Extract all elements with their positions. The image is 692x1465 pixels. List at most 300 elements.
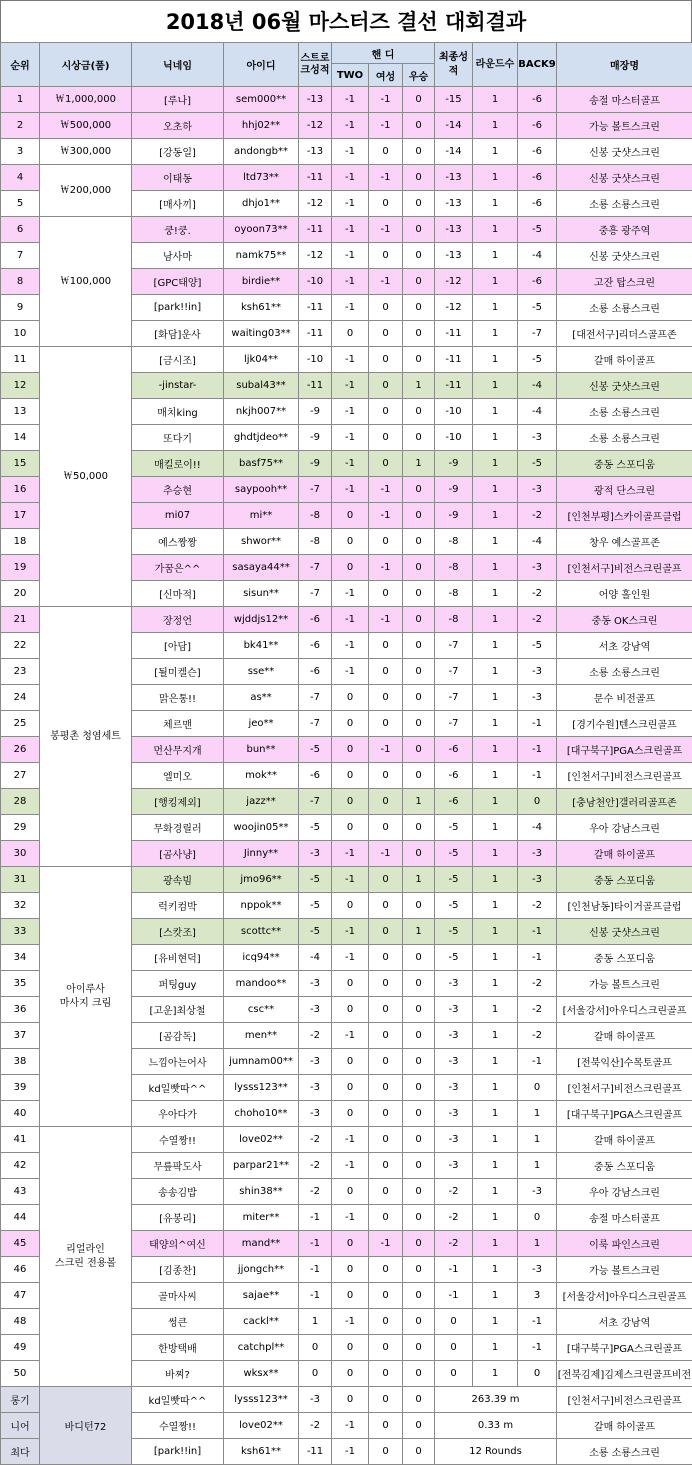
winner-cell: 0 bbox=[403, 737, 435, 763]
id-cell: shin38** bbox=[224, 1179, 299, 1205]
two-cell: 0 bbox=[332, 685, 369, 711]
id-cell: mandoo** bbox=[224, 971, 299, 997]
store-cell: [대구북구]PGA스크린골프 bbox=[557, 1101, 692, 1127]
rank-cell: 36 bbox=[1, 997, 40, 1023]
back9-cell: -3 bbox=[518, 1257, 557, 1283]
final-cell: -3 bbox=[435, 1101, 473, 1127]
id-cell: oyoon73** bbox=[224, 217, 299, 243]
final-cell: -7 bbox=[435, 633, 473, 659]
id-cell: sajae** bbox=[224, 1283, 299, 1309]
store-cell: 중흥 광주역 bbox=[557, 217, 692, 243]
store-cell: [서울강서]아우디스크린골프 bbox=[557, 1283, 692, 1309]
back9-cell: -2 bbox=[518, 607, 557, 633]
stroke-cell: -9 bbox=[299, 425, 332, 451]
winner-cell: 1 bbox=[403, 867, 435, 893]
final-cell: 0 bbox=[435, 1361, 473, 1387]
female-cell: 0 bbox=[369, 1153, 403, 1179]
nickname-cell: 우아다가 bbox=[132, 1101, 224, 1127]
final-cell: -8 bbox=[435, 529, 473, 555]
results-body bbox=[1, 87, 692, 1387]
nickname-cell: 장정언 bbox=[132, 607, 224, 633]
store-cell: [인천서구]비전스크린골프 bbox=[557, 1387, 692, 1413]
nickname-cell: 이태동 bbox=[132, 165, 224, 191]
stroke-cell: -12 bbox=[299, 243, 332, 269]
female-cell: 0 bbox=[369, 1023, 403, 1049]
female-cell: 0 bbox=[369, 971, 403, 997]
table-row bbox=[1, 113, 692, 139]
stroke-cell: -13 bbox=[299, 87, 332, 113]
winner-cell: 0 bbox=[403, 425, 435, 451]
rank-cell: 20 bbox=[1, 581, 40, 607]
final-cell: -9 bbox=[435, 477, 473, 503]
special-result-cell: 263.39 m bbox=[435, 1387, 557, 1413]
winner-cell: 0 bbox=[403, 1231, 435, 1257]
winner-cell: 0 bbox=[403, 607, 435, 633]
female-cell: -1 bbox=[369, 607, 403, 633]
nickname-cell: 무화경릴러 bbox=[132, 815, 224, 841]
id-cell: csc** bbox=[224, 997, 299, 1023]
prize-cell: ￦1,000,000 bbox=[40, 87, 132, 113]
stroke-cell: -6 bbox=[299, 607, 332, 633]
store-cell: [대구북구]PGA스크린골프 bbox=[557, 737, 692, 763]
prize-cell: 아이루사 마사지 크림 bbox=[40, 867, 132, 1127]
winner-cell: 0 bbox=[403, 217, 435, 243]
stroke-cell: -5 bbox=[299, 893, 332, 919]
rounds-cell: 1 bbox=[473, 841, 518, 867]
rounds-cell: 1 bbox=[473, 347, 518, 373]
store-cell: [인천부평]스카이골프클럽 bbox=[557, 503, 692, 529]
two-cell: 0 bbox=[332, 815, 369, 841]
female-cell: -1 bbox=[369, 269, 403, 295]
nickname-cell: 남사마 bbox=[132, 243, 224, 269]
female-cell: -1 bbox=[369, 841, 403, 867]
store-cell: [서울강서]아우디스크린골프 bbox=[557, 997, 692, 1023]
id-cell: cackl** bbox=[224, 1309, 299, 1335]
back9-cell: -2 bbox=[518, 581, 557, 607]
two-cell: -1 bbox=[332, 373, 369, 399]
stroke-cell: -6 bbox=[299, 763, 332, 789]
rank-cell: 35 bbox=[1, 971, 40, 997]
final-cell: -14 bbox=[435, 139, 473, 165]
winner-cell: 0 bbox=[403, 711, 435, 737]
two-cell: -1 bbox=[332, 919, 369, 945]
two-cell: -1 bbox=[332, 1023, 369, 1049]
nickname-cell: 골마사씨 bbox=[132, 1283, 224, 1309]
final-cell: -13 bbox=[435, 165, 473, 191]
back9-cell: 1 bbox=[518, 1153, 557, 1179]
rounds-cell: 1 bbox=[473, 971, 518, 997]
nickname-cell: [park!!in] bbox=[132, 295, 224, 321]
nickname-cell: 태양의^여신 bbox=[132, 1231, 224, 1257]
table-row bbox=[1, 139, 692, 165]
back9-cell: -5 bbox=[518, 347, 557, 373]
prize-cell: ￦200,000 bbox=[40, 165, 132, 217]
store-cell: 갈매 하이골프 bbox=[557, 841, 692, 867]
rank-cell: 10 bbox=[1, 321, 40, 347]
rank-cell: 49 bbox=[1, 1335, 40, 1361]
back9-cell: -3 bbox=[518, 1179, 557, 1205]
stroke-cell: -7 bbox=[299, 789, 332, 815]
final-cell: -13 bbox=[435, 243, 473, 269]
store-cell: 송절 마스터골프 bbox=[557, 1205, 692, 1231]
stroke-cell: -3 bbox=[299, 997, 332, 1023]
two-cell: -1 bbox=[332, 1413, 369, 1439]
female-cell: -1 bbox=[369, 87, 403, 113]
rounds-cell: 1 bbox=[473, 113, 518, 139]
female-cell: 0 bbox=[369, 1101, 403, 1127]
stroke-cell: -1 bbox=[299, 1257, 332, 1283]
page-title: 2018년 06월 마스터즈 결선 대회결과 bbox=[0, 0, 692, 42]
two-cell: -1 bbox=[332, 867, 369, 893]
store-cell: 갈매 하이골프 bbox=[557, 1023, 692, 1049]
two-cell: -1 bbox=[332, 1309, 369, 1335]
nickname-cell: [행킹제외] bbox=[132, 789, 224, 815]
store-cell: 가능 볼트스크린 bbox=[557, 1257, 692, 1283]
id-cell: sse** bbox=[224, 659, 299, 685]
two-cell: -1 bbox=[332, 191, 369, 217]
female-cell: 0 bbox=[369, 295, 403, 321]
female-cell: 0 bbox=[369, 191, 403, 217]
winner-cell: 0 bbox=[403, 503, 435, 529]
store-cell: 소룡 소룡스크린 bbox=[557, 659, 692, 685]
store-cell: 가능 볼트스크린 bbox=[557, 113, 692, 139]
two-cell: -1 bbox=[332, 295, 369, 321]
stroke-cell: -1 bbox=[299, 1283, 332, 1309]
final-cell: -9 bbox=[435, 451, 473, 477]
nickname-cell: [신마적] bbox=[132, 581, 224, 607]
winner-cell: 0 bbox=[403, 1101, 435, 1127]
winner-cell: 0 bbox=[403, 1023, 435, 1049]
final-cell: -3 bbox=[435, 1075, 473, 1101]
back9-cell: -1 bbox=[518, 919, 557, 945]
stroke-cell: -2 bbox=[299, 1153, 332, 1179]
two-cell: -1 bbox=[332, 217, 369, 243]
nickname-cell: -jinstar- bbox=[132, 373, 224, 399]
rounds-cell: 1 bbox=[473, 659, 518, 685]
female-cell: 0 bbox=[369, 945, 403, 971]
winner-cell: 0 bbox=[403, 1205, 435, 1231]
rank-cell: 14 bbox=[1, 425, 40, 451]
store-cell: 소룡 소룡스크린 bbox=[557, 1439, 692, 1465]
special-awards bbox=[1, 1387, 692, 1465]
winner-cell: 1 bbox=[403, 451, 435, 477]
store-cell: 소룡 소룡스크린 bbox=[557, 295, 692, 321]
winner-cell: 0 bbox=[403, 971, 435, 997]
stroke-cell: -3 bbox=[299, 971, 332, 997]
female-cell: 0 bbox=[369, 789, 403, 815]
final-cell: -7 bbox=[435, 659, 473, 685]
winner-cell: 0 bbox=[403, 1387, 435, 1413]
two-cell: -1 bbox=[332, 1439, 369, 1465]
stroke-cell: -7 bbox=[299, 581, 332, 607]
table-row bbox=[1, 607, 692, 633]
final-cell: -8 bbox=[435, 607, 473, 633]
final-cell: -13 bbox=[435, 217, 473, 243]
back9-cell: -2 bbox=[518, 893, 557, 919]
final-cell: 0 bbox=[435, 1335, 473, 1361]
nickname-cell: 럭키컴박 bbox=[132, 893, 224, 919]
stroke-cell: -11 bbox=[299, 321, 332, 347]
rank-cell: 39 bbox=[1, 1075, 40, 1101]
id-cell: hhj02** bbox=[224, 113, 299, 139]
store-cell: 신봉 굿샷스크린 bbox=[557, 139, 692, 165]
stroke-cell: -7 bbox=[299, 685, 332, 711]
winner-cell: 1 bbox=[403, 373, 435, 399]
final-cell: -2 bbox=[435, 1205, 473, 1231]
id-cell: love02** bbox=[224, 1127, 299, 1153]
two-cell: -1 bbox=[332, 139, 369, 165]
final-cell: -2 bbox=[435, 1179, 473, 1205]
rank-cell: 43 bbox=[1, 1179, 40, 1205]
winner-cell: 0 bbox=[403, 347, 435, 373]
nickname-cell: [아담] bbox=[132, 633, 224, 659]
nickname-cell: [park!!in] bbox=[132, 1439, 224, 1465]
final-cell: -10 bbox=[435, 399, 473, 425]
results-table bbox=[0, 42, 692, 1465]
store-cell: 신봉 굿샷스크린 bbox=[557, 243, 692, 269]
winner-cell: 0 bbox=[403, 841, 435, 867]
stroke-cell: 0 bbox=[299, 1335, 332, 1361]
back9-cell: 3 bbox=[518, 1283, 557, 1309]
id-cell: icq94** bbox=[224, 945, 299, 971]
rank-cell: 38 bbox=[1, 1049, 40, 1075]
back9-cell: -2 bbox=[518, 971, 557, 997]
stroke-cell: -4 bbox=[299, 945, 332, 971]
rounds-cell: 1 bbox=[473, 1101, 518, 1127]
final-cell: -3 bbox=[435, 971, 473, 997]
back9-cell: -4 bbox=[518, 243, 557, 269]
female-cell: 0 bbox=[369, 1127, 403, 1153]
table-row bbox=[1, 1127, 692, 1153]
id-cell: shwor** bbox=[224, 529, 299, 555]
rank-cell: 26 bbox=[1, 737, 40, 763]
back9-cell: -4 bbox=[518, 399, 557, 425]
winner-cell: 0 bbox=[403, 1257, 435, 1283]
header-nickname: 닉네임 bbox=[132, 43, 224, 87]
final-cell: -5 bbox=[435, 841, 473, 867]
winner-cell: 0 bbox=[403, 269, 435, 295]
stroke-cell: -9 bbox=[299, 451, 332, 477]
stroke-cell: -13 bbox=[299, 139, 332, 165]
winner-cell: 0 bbox=[403, 191, 435, 217]
id-cell: wksx** bbox=[224, 1361, 299, 1387]
rank-cell: 45 bbox=[1, 1231, 40, 1257]
two-cell: 0 bbox=[332, 1101, 369, 1127]
back9-cell: -6 bbox=[518, 165, 557, 191]
rounds-cell: 1 bbox=[473, 581, 518, 607]
female-cell: -1 bbox=[369, 165, 403, 191]
winner-cell: 0 bbox=[403, 165, 435, 191]
final-cell: -11 bbox=[435, 321, 473, 347]
two-cell: 0 bbox=[332, 971, 369, 997]
store-cell: 창우 예스골프존 bbox=[557, 529, 692, 555]
store-cell: 중동 스포디움 bbox=[557, 867, 692, 893]
back9-cell: -3 bbox=[518, 685, 557, 711]
store-cell: [대전서구]리더스골프존 bbox=[557, 321, 692, 347]
stroke-cell: -5 bbox=[299, 737, 332, 763]
nickname-cell: [금시조] bbox=[132, 347, 224, 373]
back9-cell: -1 bbox=[518, 737, 557, 763]
store-cell: 소룡 소룡스크린 bbox=[557, 399, 692, 425]
id-cell: bun** bbox=[224, 737, 299, 763]
final-cell: -6 bbox=[435, 737, 473, 763]
winner-cell: 0 bbox=[403, 1049, 435, 1075]
store-cell: 갈매 하이골프 bbox=[557, 1413, 692, 1439]
id-cell: lysss123** bbox=[224, 1075, 299, 1101]
final-cell: -13 bbox=[435, 191, 473, 217]
female-cell: 0 bbox=[369, 1309, 403, 1335]
stroke-cell: -6 bbox=[299, 659, 332, 685]
id-cell: woojin05** bbox=[224, 815, 299, 841]
back9-cell: -4 bbox=[518, 529, 557, 555]
nickname-cell: [유비현덕] bbox=[132, 945, 224, 971]
final-cell: -8 bbox=[435, 581, 473, 607]
table-row bbox=[1, 165, 692, 191]
store-cell: 서초 강남역 bbox=[557, 633, 692, 659]
female-cell: -1 bbox=[369, 1231, 403, 1257]
final-cell: -6 bbox=[435, 789, 473, 815]
rank-cell: 29 bbox=[1, 815, 40, 841]
female-cell: 0 bbox=[369, 529, 403, 555]
rank-cell: 40 bbox=[1, 1101, 40, 1127]
back9-cell: -3 bbox=[518, 425, 557, 451]
back9-cell: -1 bbox=[518, 1335, 557, 1361]
rank-cell: 34 bbox=[1, 945, 40, 971]
header-handicap: 핸 디 bbox=[332, 43, 435, 64]
back9-cell: -5 bbox=[518, 633, 557, 659]
winner-cell: 0 bbox=[403, 945, 435, 971]
nickname-cell: kd일빳따^^ bbox=[132, 1075, 224, 1101]
female-cell: 0 bbox=[369, 373, 403, 399]
rounds-cell: 1 bbox=[473, 477, 518, 503]
rounds-cell: 1 bbox=[473, 633, 518, 659]
back9-cell: -1 bbox=[518, 763, 557, 789]
two-cell: 0 bbox=[332, 1179, 369, 1205]
table-row bbox=[1, 87, 692, 113]
id-cell: saypooh** bbox=[224, 477, 299, 503]
stroke-cell: -10 bbox=[299, 347, 332, 373]
rounds-cell: 1 bbox=[473, 867, 518, 893]
two-cell: 0 bbox=[332, 1257, 369, 1283]
nickname-cell: 수열짱!! bbox=[132, 1127, 224, 1153]
id-cell: ksh61** bbox=[224, 1439, 299, 1465]
stroke-cell: -8 bbox=[299, 529, 332, 555]
female-cell: 0 bbox=[369, 139, 403, 165]
id-cell: mand** bbox=[224, 1231, 299, 1257]
store-cell: 신봉 굿샷스크린 bbox=[557, 373, 692, 399]
final-cell: -10 bbox=[435, 425, 473, 451]
stroke-cell: -10 bbox=[299, 269, 332, 295]
two-cell: 0 bbox=[332, 1049, 369, 1075]
rounds-cell: 1 bbox=[473, 1153, 518, 1179]
winner-cell: 0 bbox=[403, 295, 435, 321]
rounds-cell: 1 bbox=[473, 243, 518, 269]
store-cell: 이룩 파인스크린 bbox=[557, 1231, 692, 1257]
rank-cell: 27 bbox=[1, 763, 40, 789]
two-cell: 0 bbox=[332, 1231, 369, 1257]
header-winner: 우승 bbox=[403, 64, 435, 87]
special-row bbox=[1, 1387, 692, 1413]
winner-cell: 0 bbox=[403, 1413, 435, 1439]
rank-cell: 4 bbox=[1, 165, 40, 191]
back9-cell: -3 bbox=[518, 867, 557, 893]
nickname-cell: mi07 bbox=[132, 503, 224, 529]
stroke-cell: -12 bbox=[299, 191, 332, 217]
back9-cell: 0 bbox=[518, 1075, 557, 1101]
rounds-cell: 1 bbox=[473, 191, 518, 217]
store-cell: [대구북구]PGA스크린골프 bbox=[557, 1335, 692, 1361]
nickname-cell: 느낌아는어사 bbox=[132, 1049, 224, 1075]
rank-cell: 11 bbox=[1, 347, 40, 373]
back9-cell: -1 bbox=[518, 1049, 557, 1075]
id-cell: dhjo1** bbox=[224, 191, 299, 217]
two-cell: -1 bbox=[332, 1127, 369, 1153]
final-cell: -3 bbox=[435, 1049, 473, 1075]
store-cell: 우아 강남스크린 bbox=[557, 1179, 692, 1205]
rounds-cell: 1 bbox=[473, 1309, 518, 1335]
rounds-cell: 1 bbox=[473, 139, 518, 165]
winner-cell: 0 bbox=[403, 633, 435, 659]
female-cell: 0 bbox=[369, 919, 403, 945]
special-label-cell: 롱기 bbox=[1, 1387, 40, 1413]
back9-cell: -1 bbox=[518, 711, 557, 737]
winner-cell: 0 bbox=[403, 399, 435, 425]
winner-cell: 0 bbox=[403, 113, 435, 139]
special-prize-cell: 바디턴72 bbox=[40, 1387, 132, 1465]
id-cell: lysss123** bbox=[224, 1387, 299, 1413]
nickname-cell: [루나] bbox=[132, 87, 224, 113]
store-cell: 소룡 소룡스크린 bbox=[557, 191, 692, 217]
two-cell: -1 bbox=[332, 945, 369, 971]
final-cell: -11 bbox=[435, 373, 473, 399]
store-cell: 우아 강남스크린 bbox=[557, 815, 692, 841]
back9-cell: 1 bbox=[518, 1101, 557, 1127]
stroke-cell: -3 bbox=[299, 1049, 332, 1075]
rounds-cell: 1 bbox=[473, 87, 518, 113]
rank-cell: 6 bbox=[1, 217, 40, 243]
rounds-cell: 1 bbox=[473, 1257, 518, 1283]
back9-cell: -1 bbox=[518, 1309, 557, 1335]
nickname-cell: 바찌? bbox=[132, 1361, 224, 1387]
winner-cell: 0 bbox=[403, 1309, 435, 1335]
rank-cell: 8 bbox=[1, 269, 40, 295]
store-cell: 신봉 굿샷스크린 bbox=[557, 165, 692, 191]
store-cell: 송절 마스터골프 bbox=[557, 87, 692, 113]
rounds-cell: 1 bbox=[473, 945, 518, 971]
final-cell: -5 bbox=[435, 867, 473, 893]
nickname-cell: [화담]운사 bbox=[132, 321, 224, 347]
female-cell: -1 bbox=[369, 555, 403, 581]
store-cell: 갈매 하이골프 bbox=[557, 347, 692, 373]
store-cell: 어양 홀인원 bbox=[557, 581, 692, 607]
store-cell: 가능 볼트스크린 bbox=[557, 971, 692, 997]
rounds-cell: 1 bbox=[473, 503, 518, 529]
winner-cell: 0 bbox=[403, 659, 435, 685]
final-cell: -3 bbox=[435, 997, 473, 1023]
two-cell: 0 bbox=[332, 737, 369, 763]
two-cell: 0 bbox=[332, 555, 369, 581]
back9-cell: -5 bbox=[518, 451, 557, 477]
rank-cell: 24 bbox=[1, 685, 40, 711]
rounds-cell: 1 bbox=[473, 1205, 518, 1231]
header-prize: 시상금(품) bbox=[40, 43, 132, 87]
stroke-cell: -11 bbox=[299, 217, 332, 243]
id-cell: birdie** bbox=[224, 269, 299, 295]
nickname-cell: 오초하 bbox=[132, 113, 224, 139]
table-row bbox=[1, 867, 692, 893]
back9-cell: -1 bbox=[518, 945, 557, 971]
header-two: TWO bbox=[332, 64, 369, 87]
